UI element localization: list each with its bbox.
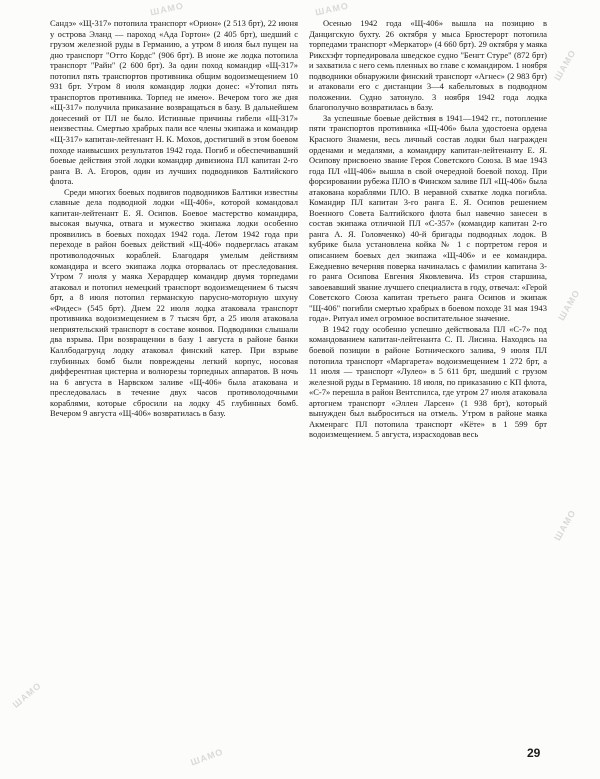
paragraph: В 1942 году особенно успешно действовала ПЛ «С-7» под командованием капитан-лейтенанта С. П. Лисина. Находясь на боевой позиции в районе Ботнического залива, 9 июля ПЛ потопила транспорт «Маргарета» водоизмещением 1 272 брт, а 11 июля — транспорт «Лулео» в 5 611 брт, шедший с грузом железной руды в Германию. 18 июля, по приказанию с КП флота, «С-7» перешла в район Вентспилса, где утром 27 июля атаковала артогнем транспорт «Эллен Ларсен» (1 938 брт), который вынужден был выброситься на отмель. Утром в районе маяка Акменрагс ПЛ потопила транспорт «Кёте» в 1 599 брт водоизмещением. 5 августа, израсходовав весь: [309, 323, 547, 440]
page-number: 29: [527, 746, 541, 760]
right-column: [309, 18, 547, 440]
left-column: [50, 18, 298, 419]
paragraph: Осенью 1942 года «Щ-406» вышла на позицию в Данцигскую бухту. 26 октября у мыса Брюстерорт потопила торпедами транспорт «Меркатор» (4 660 брт). 29 октября у маяка Риксхэфт торпедировала шведское судно "Бенгт Стуре" (872 брт) и захватила с него семь пленных во главе с командиром. 1 ноября подводники обнаружили финский транспорт «Агнес» (2 983 брт) и атаковали его с дистанции 3—4 кабельтовых в подводном положении. Судно затонуло. 3 ноября 1942 года лодка благополучно возвратилась в базу.: [309, 18, 547, 113]
watermark: ШАМО: [10, 680, 44, 710]
paragraph: Сандэ» «Щ-317» потопила транспорт «Орион» (2 513 брт), 22 июня у острова Эланд — пароход «Ада Гортон» (2 405 брт), шедший с грузом железной руды в Германию, а утром 8 июля был пущен на дно транспорт "Отто Кордс" (906 брт). В июне же лодка потопила транспорт "Райн" (2 600 брт). За один поход командир «Щ-317» потопил пять транспортов противника общим водоизмещением 10 931 брт. Утром 8 июля командир лодки донес: «Утопил пять транспортов противника. Торпед не имею». Вечером того же дня «Щ-317» получила приказание возвращаться в базу. В дальнейшем донесений от ПЛ не было. Истинные причины гибели «Щ-317» неизвестны. Смертью храбрых пали все члены экипажа и командир «Щ-317» капитан-лейтенант Н. К. Мохов, достигший в этом боевом походе наивысших результатов 1942 года. Погиб и обеспечивавший боевые действия этой лодки командир дивизиона ПЛ капитан 2-го ранга В. А. Егоров, один из лучших подводников Балтийского флота.: [50, 18, 298, 187]
watermark: ШАМО: [149, 0, 185, 18]
watermark: ШАМО: [552, 47, 578, 83]
paragraph: Среди многих боевых подвигов подводников Балтики известны славные дела подводной лодки «Щ-406», которой командовал капитан-лейтенант Е. Я. Осипов. Боевое мастерство командира, высокая выучка, отвага и мужество экипажа лодки особенно проявились в боевых походах 1942 года. Летом 1942 года при переходе в район боевых действий «Щ-406» подверглась атакам противолодочных кораблей. Благодаря умелым действиям командира и всего экипажа лодка оторвалась от преследования. Утром 7 июля у маяка Херардщер командир двумя торпедами атаковал и потопил немецкий транспорт водоизмещением 6 тысяч брт, а 8 июля потопил германскую парусно-моторную шхуну «Фидес» (545 брт). Днем 22 июля лодка атаковала транспорт противника водоизмещением в 7 тысяч брт, а 25 июля атаковала неприятельский транспорт в составе конвоя. Подводники слышали два взрыва. При возвращении в базу 1 августа в районе банки Каллбодагрунд лодку атаковал финский катер. При взрыве глубинных бомб были повреждены легкий корпус, носовая дифферентная цистерна и волнорезы торпедных аппаратов. В ночь на 6 августа в Нарвском заливе «Щ-406» была атакована и преследовалась в течение двух часов противолодочными кораблями, которые сбросили на лодку 45 глубинных бомб. Вечером 9 августа «Щ-406» возвратилась в базу.: [50, 186, 298, 419]
paragraph: За успешные боевые действия в 1941—1942 гг., потопление пяти транспортов противника «Щ-406» была удостоена ордена Красного Знамени, весь личный состав лодки был награжден орденами и медалями, а командиру капитан-лейтенанту Е. Я. Осипову присвоено звание Героя Советского Союза. В мае 1943 года ПЛ «Щ-406» вышла в свой очередной боевой поход. При форсировании рубежа ПЛО в Финском заливе ПЛ «Щ-406» была атакована кораблями ПЛО. В неравной схватке лодка погибла. Командир ПЛ капитан 3-го ранга Е. Я. Осипов решением Военного Совета Балтийского флота был навечно занесен в состав экипажа отличной ПЛ «С-357» (командир капитан 2-го ранга А. Я. Головченко) 40-й бригады подводных лодок. В кубрике была установлена койка № 1 с портретом героя и описанием боевых дел экипажа «Щ-406» и ее командира. Ежедневно вечерняя поверка начиналась с фамилии капитана 3-го ранга Осипова Евгения Яковлевича. Из строя старшина, завоевавший звание лучшего специалиста в году, отвечал: «Герой Советского Союза капитан третьего ранга Осипов и экипаж "Щ-406" погибли смертью храбрых в боевом походе 31 мая 1943 года». Ритуал имел огромное воспитательное значение.: [309, 112, 547, 324]
watermark: ШАМО: [314, 0, 350, 18]
watermark: ШАМО: [552, 507, 578, 543]
watermark: ШАМО: [189, 746, 225, 768]
watermark: ШАМО: [556, 287, 582, 323]
